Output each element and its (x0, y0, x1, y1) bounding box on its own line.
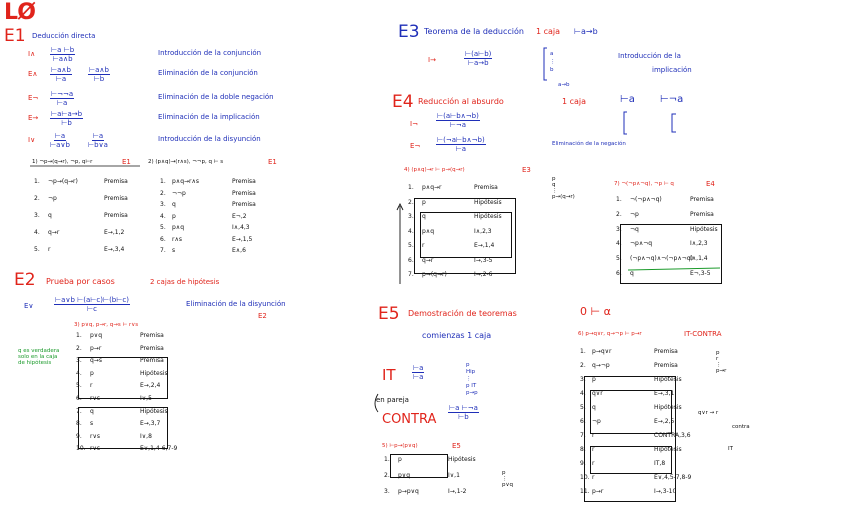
proof-justification: E→,3,1 (654, 390, 675, 397)
proof-line-number: 1. (34, 178, 40, 185)
proof-justification: Hipótesis (140, 407, 168, 415)
proof-line-number: 3. (160, 201, 166, 208)
proof-justification: E→,1,5 (232, 235, 253, 243)
e1-subtitle: Deducción directa (32, 32, 96, 40)
e2-rule-num: ⊢a∨b ⊢(a⊢c)⊢(b⊢c) (55, 296, 129, 304)
proof-formula: r∨s (90, 395, 100, 402)
proof-formula: q (630, 270, 634, 277)
proof-formula: q∨r (592, 390, 603, 397)
proof-justification: Hipótesis (474, 198, 502, 206)
proof-justification: Premisa (232, 178, 256, 185)
e1-rule-label: E→ (28, 114, 39, 122)
proof-line-number: 2. (384, 472, 390, 479)
proof-formula: q (172, 201, 176, 208)
proof-line-number: 2. (580, 362, 586, 369)
proof-formula: ¬p∧¬q (630, 240, 653, 248)
proof-justification: I∨,5 (140, 395, 152, 402)
proof-justification: E→,1,2 (104, 229, 125, 236)
proof-formula: r (422, 242, 425, 249)
side-box-line: ⋮ (552, 188, 558, 194)
proof-line-number: 5. (408, 242, 414, 249)
proof-formula: q (422, 213, 426, 220)
proof-formula: q (90, 407, 94, 415)
proof-formula: q→¬p (592, 362, 610, 369)
e4-rule2-desc: Eliminación de la negación (552, 141, 626, 147)
fraction-numerator: ⊢a∧b (89, 66, 109, 74)
e1-ex1-title: 1) ¬p→(q→r), ¬p, q⊢r (32, 159, 93, 165)
proof-formula: r (592, 474, 595, 481)
proof-formula: q→r (48, 229, 60, 236)
e3-title: Teorema de la deducción (424, 27, 524, 36)
proof-formula: p∧q (172, 224, 185, 231)
proof-line-number: 8. (76, 420, 82, 428)
proof-line-number: 2. (160, 189, 166, 197)
e1-rule-desc: Eliminación de la conjunción (158, 69, 258, 77)
proof-justification: Hipótesis (654, 376, 682, 383)
e2-rule-label: E∨ (24, 302, 34, 310)
fraction-denominator: ⊢a (55, 75, 67, 83)
e4-turnstile-nota: ⊢¬a (660, 94, 684, 105)
e3-heading: E3 (398, 22, 420, 42)
e5-contra-label: CONTRA (382, 412, 437, 427)
proof-justification: Premisa (140, 357, 164, 365)
e2-hyp-box-1 (78, 357, 168, 399)
proof-formula: q (48, 212, 52, 219)
e1-rule-label: E¬ (28, 94, 39, 102)
proof-formula: p (592, 376, 596, 383)
e1-rule-label: E∧ (28, 70, 38, 78)
e5-heading: E5 (378, 304, 400, 324)
proof-formula: r (592, 446, 595, 453)
side-box-line: p (502, 470, 506, 476)
e2-rule-tag: E2 (258, 312, 267, 320)
e4-rule2-label: E¬ (410, 142, 421, 150)
side-box-line: ⋮ (716, 362, 722, 368)
side-box-line: q (552, 182, 556, 188)
e1-ex1-tag: E1 (122, 158, 131, 166)
e2-rule-den: ⊢c (86, 305, 97, 313)
e3-rule-desc1: Introducción de la (618, 52, 681, 60)
proof-formula: p→p∨q (398, 488, 419, 495)
e5-ex6-hyp-box-1 (590, 390, 675, 434)
proof-justification: Premisa (104, 178, 128, 185)
fraction-denominator: ⊢a∨b (50, 141, 70, 149)
proof-line-number: 5. (160, 224, 166, 231)
e1-rule-desc: Eliminación de la doble negación (158, 93, 274, 101)
e4-ex-tag: E4 (706, 180, 715, 188)
proof-line-number: 5. (34, 246, 40, 253)
proof-line-number: 2. (616, 210, 622, 218)
proof-justification: Premisa (140, 332, 164, 339)
proof-line-number: 3. (580, 376, 586, 383)
proof-line-number: 3. (408, 213, 414, 220)
proof-justification: I∧,2,3 (474, 227, 492, 235)
proof-line-number: 3. (616, 225, 622, 233)
e3-rule-den: ⊢a→b (467, 59, 489, 67)
proof-line-number: 1. (580, 348, 586, 355)
side-box-line: p (716, 350, 720, 356)
proof-formula: p∨q (398, 472, 411, 479)
proof-line-number: 4. (34, 229, 40, 236)
proof-justification: E¬,3-5 (690, 270, 711, 277)
page-title: LØ (4, 0, 36, 25)
proof-justification: E∨,1,4-6,7-9 (140, 445, 178, 453)
e3-rule-label: I→ (428, 56, 436, 64)
proof-formula: p (422, 198, 426, 206)
proof-line-number: 5. (76, 382, 82, 390)
side-box-line: p→r (716, 368, 727, 374)
proof-formula: p→r (90, 344, 102, 352)
proof-justification: E∧,6 (232, 247, 246, 254)
proof-justification: Premisa (690, 196, 714, 203)
proof-line-number: 6. (160, 235, 166, 243)
e1-rule-label: I∧ (28, 50, 36, 58)
e2-rule-desc: Eliminación de la disyunción (186, 300, 286, 308)
side-box-line: p (552, 176, 556, 182)
e5-it-box-line: p (466, 362, 470, 368)
side-box-line: r (716, 356, 719, 362)
e2-ex-title: 3) p∨q, p→r, q→s ⊢ r∨s (74, 322, 139, 328)
side-box-line: p∨q (502, 482, 514, 488)
proof-justification: I→,3-10 (654, 488, 677, 495)
proof-line-number: 7. (76, 407, 82, 415)
proof-justification: I→,3-5 (474, 256, 493, 264)
proof-justification: Premisa (654, 348, 678, 355)
e4-subtitle: 1 caja (562, 97, 587, 106)
e4-turnstile-a: ⊢a (620, 94, 635, 105)
fraction-denominator: ⊢b∨a (88, 141, 108, 149)
proof-formula: r (592, 432, 595, 439)
e2-title: Prueba por casos (46, 277, 115, 286)
e5-subtitle: comienzas 1 caja (422, 331, 492, 340)
fraction-denominator: ⊢b (61, 119, 72, 127)
proof-line-number: 6. (616, 270, 622, 277)
fraction-numerator: ⊢¬¬a (51, 90, 74, 98)
e3-hyp-box-inner (420, 212, 512, 258)
e5-title: Demostración de teoremas (408, 309, 517, 318)
proof-formula: p (172, 212, 176, 220)
proof-justification: Hipótesis (140, 369, 168, 377)
proof-line-number: 5. (580, 404, 586, 411)
proof-line-number: 3. (76, 357, 82, 365)
e5-ex6-contra-note: contra (732, 424, 750, 430)
e4-heading: E4 (392, 92, 414, 112)
e5-en-pareja: en pareja (376, 396, 409, 404)
proof-justification: Premisa (474, 184, 498, 191)
e3-box-mid: ⋮ (550, 59, 556, 65)
proof-justification: E→,2,4 (140, 382, 161, 390)
side-box-line: ⋮ (502, 476, 508, 482)
e5-it-box-line: p→p (466, 390, 478, 396)
proof-justification: Hipótesis (690, 225, 718, 233)
proof-justification: Premisa (140, 344, 164, 352)
proof-line-number: 2. (408, 198, 414, 206)
proof-justification: I→,1-2 (448, 488, 467, 495)
fraction-numerator: ⊢a (54, 132, 66, 140)
e5-contra-den: ⊢b (458, 413, 469, 421)
e2-heading: E2 (14, 270, 36, 290)
proof-line-number: 4. (580, 390, 586, 397)
proof-formula: ¬p (630, 210, 639, 218)
e4-title: Reducción al absurdo (418, 97, 504, 106)
proof-formula: r∧s (172, 235, 182, 243)
e5-ex5-title: 5) ⊢p→(p∨q) (382, 443, 418, 449)
proof-formula: p∧q→r∧s (172, 178, 200, 185)
proof-justification: I∨,1 (448, 472, 460, 479)
proof-line-number: 6. (76, 395, 82, 402)
e5-ex6-tag: IT-CONTRA (684, 330, 722, 338)
e3-box-after: a→b (558, 82, 570, 88)
e5-turnstile: 0 ⊢ α (580, 305, 611, 318)
e2-subtitle: 2 cajas de hipótesis (150, 278, 220, 286)
proof-formula: p∨q (90, 332, 103, 339)
brace-icon (375, 394, 378, 412)
e1-rule-desc: Eliminación de la implicación (158, 113, 260, 121)
proof-justification: I→,2-6 (474, 271, 493, 278)
proof-justification: E→,2,5 (654, 418, 675, 425)
fraction-numerator: ⊢a⊢a→b (51, 110, 83, 118)
proof-line-number: 1. (616, 196, 622, 203)
proof-justification: Hipótesis (654, 446, 682, 453)
proof-line-number: 10. (580, 474, 590, 481)
proof-formula: r∨s (90, 445, 100, 453)
proof-formula: r (592, 460, 595, 467)
proof-formula: ¬p→(q→r) (48, 178, 78, 185)
proof-line-number: 5. (616, 255, 622, 263)
e5-ex6-title: 6) p→q∨r, q→¬p ⊢ p→r (578, 331, 642, 337)
fraction-denominator: ⊢a (56, 99, 68, 107)
proof-justification: I∧,4,3 (232, 224, 250, 231)
e1-rule-label: I∨ (28, 136, 36, 144)
proof-justification: I∧,1,4 (690, 255, 708, 263)
proof-line-number: 3. (384, 488, 390, 495)
proof-line-number: 6. (408, 256, 414, 264)
proof-justification: Hipótesis (448, 456, 476, 463)
proof-formula: s (172, 247, 176, 254)
proof-formula: p→r (592, 488, 604, 495)
fraction-numerator: ⊢a (92, 132, 104, 140)
e4-rule1-den: ⊢¬a (449, 121, 467, 129)
proof-line-number: 7. (580, 432, 586, 439)
fraction-numerator: ⊢a ⊢b (51, 46, 75, 54)
proof-line-number: 8. (580, 446, 586, 453)
proof-line-number: 11. (580, 488, 590, 495)
proof-formula: p (398, 456, 402, 463)
proof-justification: Premisa (232, 189, 256, 197)
proof-line-number: 3. (34, 212, 40, 219)
proof-line-number: 4. (76, 369, 82, 377)
proof-formula: r (90, 382, 93, 390)
e5-it-num: ⊢a (413, 364, 424, 372)
proof-line-number: 1. (384, 456, 390, 463)
proof-justification: I∨,8 (140, 432, 152, 440)
e3-ex-tag: E3 (522, 166, 531, 174)
e5-ex5-hyp-box (390, 454, 448, 478)
proof-line-number: 1. (160, 178, 166, 185)
e4-box-bracket-empty (672, 114, 676, 132)
proof-line-number: 9. (76, 432, 82, 440)
e4-hyp-box (620, 224, 722, 284)
proof-formula: p→q∨r (592, 348, 612, 355)
proof-formula: ¬p (592, 418, 601, 425)
proof-formula: q (592, 404, 596, 411)
e2-hyp-box-2 (78, 407, 168, 449)
proof-line-number: 4. (616, 240, 622, 248)
proof-formula: ¬q (630, 225, 639, 233)
e3-box-bracket (544, 48, 547, 80)
fraction-numerator: ⊢a∧b (51, 66, 71, 74)
e4-rule1-label: I¬ (410, 120, 418, 128)
e5-ex6-note: q∨r → r (698, 410, 719, 416)
proof-formula: ¬p (48, 195, 57, 202)
proof-formula: p→(q→r) (422, 271, 447, 278)
e5-contra-num: ⊢a ⊢¬a (449, 404, 478, 412)
proof-formula: r (48, 246, 51, 253)
proof-formula: p∧q→r (422, 184, 442, 191)
e1-ex2-tag: E1 (268, 158, 277, 166)
fraction-denominator: ⊢b (93, 75, 105, 83)
proof-line-number: 6. (580, 418, 586, 425)
e4-box-bracket (624, 112, 627, 134)
proof-justification: I∧,2,3 (690, 240, 708, 248)
e1-rule-desc: Introducción de la disyunción (158, 135, 261, 143)
e3-box-top: a (550, 51, 554, 57)
e1-rule-desc: Introducción de la conjunción (158, 49, 262, 57)
e3-subtitle: 1 caja (536, 27, 561, 36)
proof-justification: IT,8 (654, 460, 666, 467)
proof-line-number: 4. (160, 212, 166, 220)
proof-formula: ¬¬p (172, 189, 186, 197)
e5-it-box-line: Hip (466, 369, 476, 375)
e5-it-box-line: p IT (466, 383, 477, 389)
e3-turnstile: ⊢a→b (574, 27, 598, 36)
proof-justification: CONTRA,3,6 (654, 432, 691, 439)
side-box-line: p→(q→r) (552, 194, 575, 200)
e4-rule2-num: ⊢(¬a⊢b∧¬b) (437, 136, 485, 144)
e2-note: q es verdadera solo en la caja de hipótesis (18, 348, 60, 366)
proof-line-number: 7. (408, 271, 414, 278)
proof-line-number: 4. (408, 227, 414, 235)
e3-ex-title: 4) (p∧q)→r ⊢ p→(q→r) (404, 167, 465, 173)
fraction-denominator: ⊢a∧b (52, 55, 73, 63)
e3-rule-num: ⊢(a⊢b) (465, 50, 492, 58)
e5-ex5-tag: E5 (452, 442, 461, 450)
proof-justification: E→,3,4 (104, 246, 125, 253)
proof-line-number: 1. (76, 332, 82, 339)
e4-ex-title: 7) ¬(¬p∧¬q), ¬p ⊢ q (614, 181, 674, 187)
proof-formula: p (90, 369, 94, 377)
e5-it-den: ⊢a (413, 373, 424, 381)
proof-line-number: 2. (34, 195, 40, 202)
proof-formula: r∨s (90, 432, 100, 440)
proof-justification: Premisa (690, 210, 714, 218)
proof-line-number: 1. (408, 184, 414, 191)
e5-it-box-line: ⋮ (466, 376, 472, 382)
e5-ex6-it-note: IT (728, 446, 733, 452)
proof-justification: E∨,4,5-7,8-9 (654, 474, 692, 481)
proof-justification: Hipótesis (474, 213, 502, 220)
proof-line-number: 2. (76, 344, 82, 352)
e4-rule2-den: ⊢a (455, 145, 467, 153)
proof-justification: E→,3,7 (140, 420, 161, 428)
proof-justification: Hipótesis (654, 404, 682, 411)
proof-formula: s (90, 420, 94, 428)
proof-formula: q→r (422, 256, 434, 264)
proof-formula: ¬(¬p∧¬q) (630, 196, 662, 203)
proof-formula: q→s (90, 357, 102, 365)
proof-formula: p∧q (422, 227, 435, 235)
e1-heading: E1 (4, 26, 26, 46)
e5-ex6-hyp-box-2 (590, 446, 672, 474)
proof-justification: Premisa (232, 201, 256, 208)
proof-line-number: 9. (580, 460, 586, 467)
proof-justification: Premisa (104, 212, 128, 219)
proof-justification: E→,1,4 (474, 242, 495, 249)
proof-justification: Premisa (104, 195, 128, 202)
proof-line-number: 10. (76, 445, 86, 453)
proof-justification: E¬,2 (232, 212, 247, 220)
e3-rule-desc2: implicación (652, 66, 692, 74)
e3-box-bot: b (550, 67, 554, 73)
proof-formula: (¬p∧¬q)∧¬(¬p∧¬q) (630, 255, 693, 263)
proof-line-number: 7. (160, 247, 166, 254)
e1-ex2-title: 2) (p∧q)→(r∧s), ¬¬p, q ⊢ s (148, 159, 224, 165)
e5-it-label: IT (382, 366, 396, 384)
proof-justification: Premisa (654, 362, 678, 369)
e4-rule1-num: ⊢(a⊢b∧¬b) (437, 112, 479, 120)
